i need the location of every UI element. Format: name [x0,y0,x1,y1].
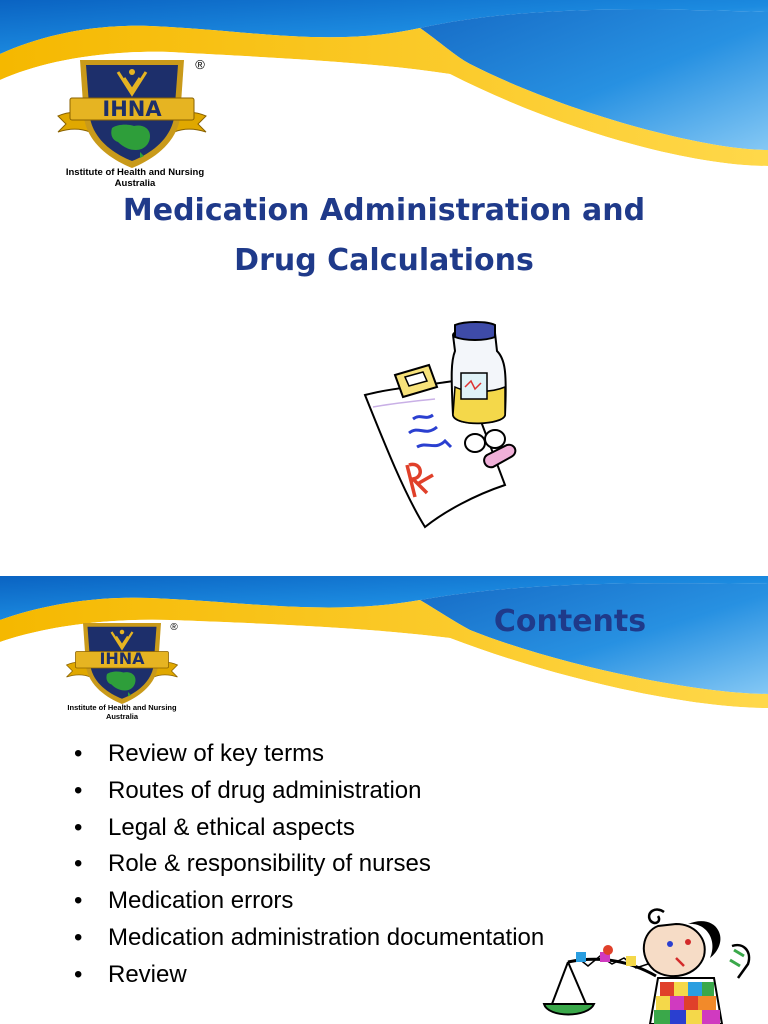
logo-caption-line1: Institute of Health and Nursing [67,703,177,712]
contents-heading: Contents [493,604,647,639]
contents-slide [0,576,768,1024]
bullet-dot: • [74,813,83,841]
contents-list [70,736,544,994]
list-item-text: Role & responsibility of nurses [108,850,431,878]
list-item-text: Review of key terms [108,740,325,767]
list-item-text: Legal & ethical aspects [108,813,355,841]
bullet-dot: • [74,740,83,767]
scales-clipart [538,906,768,1024]
list-item-text: Medication errors [108,887,294,915]
list-item [70,736,544,773]
bullet-dot: • [74,887,83,915]
slide-title-line1: Medication Administration and [122,193,646,228]
list-item-text: Review [108,960,187,988]
logo-brand-text: IHNA [99,649,145,668]
bullet-dot: • [74,923,83,951]
slide-title [60,186,708,286]
bullet-dot: • [74,960,83,988]
list-item [70,957,544,994]
prescription-clipart [355,315,535,535]
logo-caption-line2: Australia [105,711,139,721]
logo-caption-line2: Australia [114,177,156,189]
slide-title-line2: Drug Calculations [234,243,534,278]
list-item [70,883,544,920]
list-item [70,810,544,847]
list-item-text: Routes of drug administration [108,776,422,804]
bullet-dot: • [74,850,83,878]
bullet-dot: • [74,776,83,804]
slide-separator [0,560,768,576]
registered-mark: ® [195,57,205,72]
logo-caption [50,704,194,721]
list-item [70,773,544,810]
registered-mark: ® [170,622,178,633]
logo-brand-text: IHNA [102,97,162,121]
list-item-text: Medication administration documentation [108,923,545,951]
list-item [70,846,544,883]
list-item [70,920,544,957]
logo-caption-line1: Institute of Health and Nursing [65,167,205,178]
